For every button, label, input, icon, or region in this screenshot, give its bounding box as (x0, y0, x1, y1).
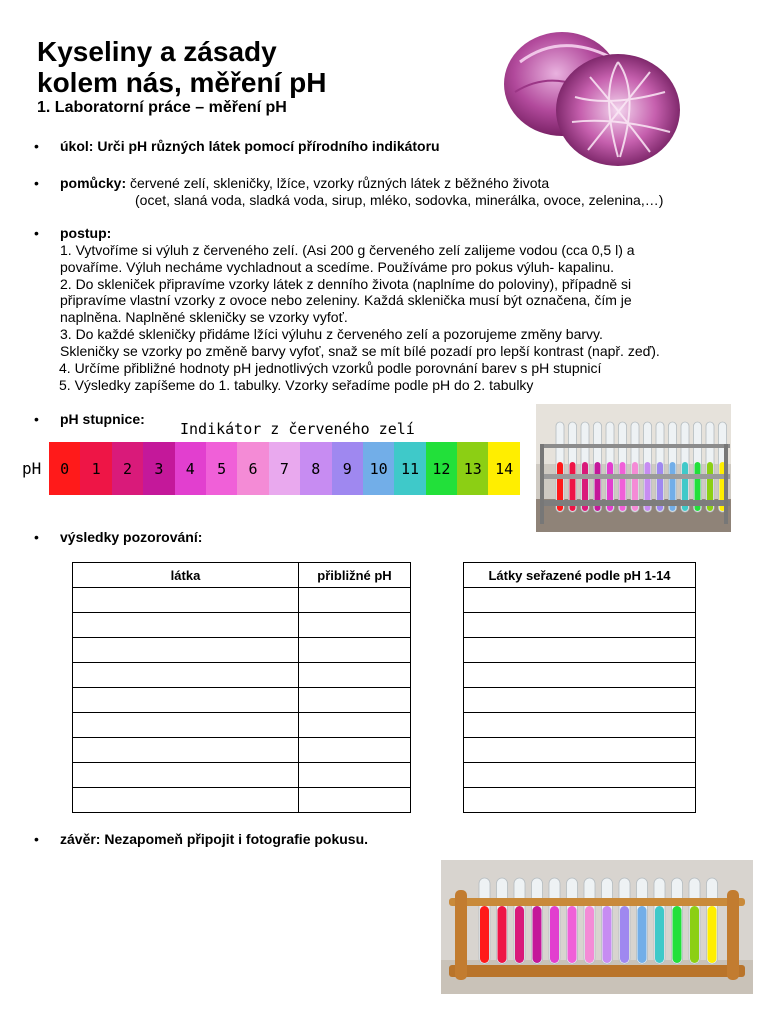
table-row (464, 713, 696, 738)
ph-cell-5: 5 (206, 442, 237, 495)
table-row (464, 613, 696, 638)
ph-cell[interactable] (299, 713, 411, 738)
ph-cell-10: 10 (363, 442, 394, 495)
ph-cell[interactable] (299, 788, 411, 813)
bullet-dot: • (34, 225, 39, 241)
substance-cell[interactable] (73, 688, 299, 713)
table-row (464, 763, 696, 788)
substance-cell[interactable] (73, 613, 299, 638)
procedure-line: připravíme vlastní vzorky z ovoce nebo zeleniny. Každá sklenička musí být označena, čím je (60, 292, 632, 308)
table-row (73, 613, 411, 638)
tube-liquid (585, 906, 594, 963)
tools-text-1: červené zelí, skleničky, lžíce, vzorky různých látek z běžného života (130, 175, 550, 191)
task-text: Urči pH různých látek pomocí přírodního indikátoru (97, 138, 440, 154)
ph-cell[interactable] (299, 738, 411, 763)
tube-liquid (498, 906, 507, 963)
table-row (464, 788, 696, 813)
procedure-line: 1. Vytvoříme si výluh z červeného zelí. (Asi 200 g červeného zelí zalijeme vodou (cca 0,5 l) a (60, 242, 635, 258)
title-line-1: Kyseliny a zásady (37, 36, 277, 67)
task-line (60, 138, 440, 155)
procedure-line: povaříme. Výluh necháme vychladnout a scedíme. Používáme pro pokus výluh- kapalinu. (60, 259, 615, 275)
substance-cell[interactable] (73, 713, 299, 738)
red-cabbage-image (500, 22, 685, 170)
table-row (73, 738, 411, 763)
procedure-line: Skleničky se vzorky po změně barvy vyfoť, snaž se mít bílé pozadí pro lepší kontrast (např. zeď). (60, 343, 660, 359)
table-row (73, 713, 411, 738)
table-row (73, 763, 411, 788)
ph-cell-2: 2 (112, 442, 143, 495)
sorted-cell[interactable] (464, 613, 696, 638)
page-subtitle: 1. Laboratorní práce – měření pH (37, 99, 287, 116)
table-row (73, 588, 411, 613)
tube-liquid (638, 906, 647, 963)
ph-cell[interactable] (299, 588, 411, 613)
table-row (73, 638, 411, 663)
bullet-dot: • (34, 411, 39, 427)
ph-cell-12: 12 (426, 442, 457, 495)
substance-cell[interactable] (73, 788, 299, 813)
substance-cell[interactable] (73, 763, 299, 788)
page-title (37, 36, 326, 98)
ph-cell-8: 8 (300, 442, 331, 495)
test-tubes-photo (536, 404, 731, 532)
table-row (73, 788, 411, 813)
results-table (72, 562, 411, 813)
tools-line-2: (ocet, slaná voda, sladká voda, sirup, mléko, sodovka, minerálka, ovoce, zelenina,…) (135, 192, 664, 208)
table-row (464, 663, 696, 688)
column-header-sorted: Látky seřazené podle pH 1-14 (464, 563, 696, 588)
tube-liquid (568, 906, 577, 963)
ph-scale (22, 418, 522, 498)
tools-line-1 (60, 175, 549, 192)
ph-cell-11: 11 (394, 442, 425, 495)
ph-cell[interactable] (299, 663, 411, 688)
bullet-dot: • (34, 529, 39, 545)
ph-cell-9: 9 (332, 442, 363, 495)
results-label: výsledky pozorování: (60, 529, 203, 545)
ph-cell-14: 14 (488, 442, 519, 495)
table-row (464, 688, 696, 713)
ph-cell-3: 3 (143, 442, 174, 495)
bullet-dot: • (34, 831, 39, 847)
table-row (464, 638, 696, 663)
column-header-substance: látka (73, 563, 299, 588)
procedure-label: postup: (60, 225, 112, 241)
tube-liquid (603, 906, 612, 963)
ph-cell-6: 6 (237, 442, 268, 495)
table-row (464, 588, 696, 613)
substance-cell[interactable] (73, 738, 299, 763)
procedure-line: 3. Do každé skleničky přidáme lžíci výluhu z červeného zelí a pozorujeme změny barvy. (60, 326, 603, 342)
tube-liquid (550, 906, 559, 963)
bullet-dot: • (34, 175, 39, 191)
ph-cell-7: 7 (269, 442, 300, 495)
ph-cell[interactable] (299, 638, 411, 663)
table-header-row (73, 563, 411, 588)
tube-liquid (690, 906, 699, 963)
ph-color-cells (49, 442, 520, 495)
procedure-line: 4. Určíme přibližné hodnoty pH jednotlivých vzorků podle porovnání barev s pH stupnicí (59, 360, 602, 376)
tube-liquid (515, 906, 524, 963)
table-row (73, 663, 411, 688)
sorted-cell[interactable] (464, 663, 696, 688)
sorted-cell[interactable] (464, 688, 696, 713)
ph-scale-title: Indikátor z červeného zelí (180, 420, 415, 438)
ph-cell-13: 13 (457, 442, 488, 495)
sorted-cell[interactable] (464, 713, 696, 738)
tools-label: pomůcky: (60, 175, 127, 191)
conclusion-text: Nezapomeň připojit i fotografie pokusu. (104, 831, 369, 847)
ph-cell-4: 4 (175, 442, 206, 495)
ph-cell[interactable] (299, 763, 411, 788)
title-line-2: kolem nás, měření pH (37, 67, 327, 98)
table-row (73, 688, 411, 713)
tube-liquid (620, 906, 629, 963)
table-row (464, 738, 696, 763)
procedure-line: 5. Výsledky zapíšeme do 1. tabulky. Vzorky seřadíme podle pH do 2. tabulky (59, 377, 534, 393)
sorted-cell[interactable] (464, 763, 696, 788)
ph-cell-1: 1 (80, 442, 111, 495)
tube-liquid (708, 906, 717, 963)
substance-cell[interactable] (73, 588, 299, 613)
sorted-cell[interactable] (464, 638, 696, 663)
ph-cell[interactable] (299, 613, 411, 638)
bullet-dot: • (34, 138, 39, 154)
column-header-ph: přibližné pH (299, 563, 411, 588)
tube-liquid (480, 906, 489, 963)
task-label: úkol: (60, 138, 94, 154)
sorted-cell[interactable] (464, 738, 696, 763)
wooden-rack-photo (441, 860, 753, 994)
tube-liquid (533, 906, 542, 963)
substance-cell[interactable] (73, 663, 299, 688)
sorted-cell[interactable] (464, 588, 696, 613)
tube-liquid (673, 906, 682, 963)
sorted-table (463, 562, 696, 813)
conclusion-line (60, 831, 368, 848)
table-header-row (464, 563, 696, 588)
ph-scale-label: pH stupnice: (60, 411, 145, 427)
ph-cell-0: 0 (49, 442, 80, 495)
substance-cell[interactable] (73, 638, 299, 663)
sorted-cell[interactable] (464, 788, 696, 813)
procedure-line: 2. Do skleniček připravíme vzorky látek z denního života (naplníme do poloviny), případně si (60, 276, 632, 292)
tube-liquid (655, 906, 664, 963)
ph-axis-label: pH (22, 459, 42, 478)
conclusion-label: závěr: (60, 831, 101, 847)
ph-cell[interactable] (299, 688, 411, 713)
procedure-line: naplněna. Naplněné skleničky se vzorky vyfoť. (60, 309, 348, 325)
